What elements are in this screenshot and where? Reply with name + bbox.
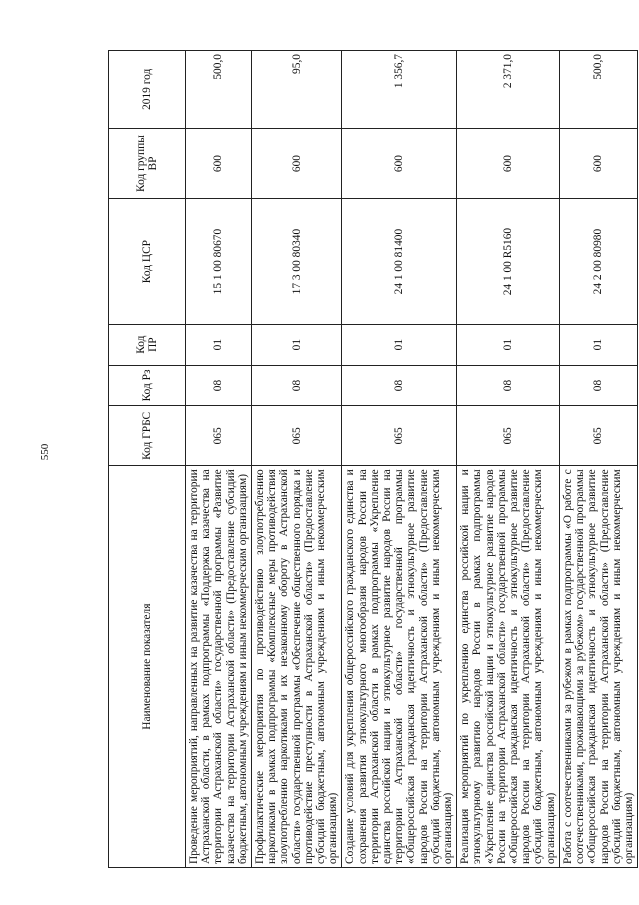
row-name: Создание условий для укрепления общероссийского гражданского единства и сохранения развития этнокультурного многообразия народов России на территории Астраханской области в рамках подпрограммы «Укрепление единства российской нации и этнокультурное развитие народов России на территории Астраханской области» государственной программы «Общероссийская гражданская идентичность и этнокультурное развитие народов России на территории Астраханской области» (Предоставление субсидий бюджетным, автономным учреждениям и иным некоммерческим организациям) <box>342 466 457 868</box>
row-name: Реализация мероприятий по укреплению единства российской нации и этнокультурному развитию народов России в рамках подпрограммы «Укрепление единства российской нации и этнокультурное развитие народов России на территории Астраханской области» государственной программы «Общероссийская гражданская идентичность и этнокультурное развитие народов России на территории Астраханской области» (Предоставление субсидий бюджетным, автономным учреждениям и иным некоммерческим организациям) <box>457 466 560 868</box>
table-row <box>252 51 342 868</box>
table-row <box>559 51 637 868</box>
row-pr: 01 <box>342 324 457 365</box>
row-pr: 01 <box>559 324 637 365</box>
table-row <box>457 51 560 868</box>
row-rz: 08 <box>457 365 560 406</box>
row-2019: 95,0 <box>252 51 342 129</box>
row-rz: 08 <box>342 365 457 406</box>
row-vr: 600 <box>186 128 252 199</box>
header-pr: Код ПР <box>109 324 186 365</box>
row-csr: 24 2 00 80980 <box>559 199 637 324</box>
row-grbs: 065 <box>186 406 252 466</box>
row-rz: 08 <box>186 365 252 406</box>
header-vr: Код группы ВР <box>109 128 186 199</box>
row-grbs: 065 <box>342 406 457 466</box>
header-grbs: Код ГРБС <box>109 406 186 466</box>
row-csr: 24 1 00 R5160 <box>457 199 560 324</box>
header-2019: 2019 год <box>109 51 186 129</box>
row-2019: 500,0 <box>186 51 252 129</box>
budget-table-rotated <box>108 50 635 868</box>
page-number: 550 <box>39 443 51 461</box>
row-grbs: 065 <box>559 406 637 466</box>
header-row <box>109 51 186 868</box>
row-rz: 08 <box>252 365 342 406</box>
row-vr: 600 <box>252 128 342 199</box>
row-csr: 15 1 00 80670 <box>186 199 252 324</box>
row-name: Проведение мероприятий, направленных на развитие казачества на территории Астраханской области, в рамках подпрограммы «Поддержка казачества на территории Астраханской области» государственной программы «Развитие казачества на территории Астраханской области» (Предоставление субсидий бюджетным, автономным учреждениям и иным некоммерческим организациям) <box>186 466 252 868</box>
row-2019: 2 371,0 <box>457 51 560 129</box>
row-name: Профилактические мероприятия по противодействию злоупотреблению наркотиками в рамках подпрограммы «Комплексные меры противодействия злоупотреблению наркотиками и их незаконному обороту в Астраханской области» государственной программы «Обеспечение общественного порядка и противодействие преступности в Астраханской области» (Предоставление субсидий бюджетным, автономным учреждениям и иным некоммерческим организациям) <box>252 466 342 868</box>
header-name: Наименование показателя <box>109 466 186 868</box>
table-row <box>186 51 252 868</box>
row-pr: 01 <box>186 324 252 365</box>
row-csr: 24 1 00 81400 <box>342 199 457 324</box>
row-rz: 08 <box>559 365 637 406</box>
row-vr: 600 <box>559 128 637 199</box>
budget-table <box>108 50 638 868</box>
row-vr: 600 <box>457 128 560 199</box>
table-row <box>342 51 457 868</box>
row-2019: 500,0 <box>559 51 637 129</box>
row-name: Работа с соотечественниками за рубежом в рамках подпрограммы «О работе с соотечественниками, проживающими за рубежом» государственной программы «Общероссийская гражданская идентичность и этнокультурное развитие народов России на территории Астраханской области» (Предоставление субсидий бюджетным, автономным учреждениям и иным некоммерческим организациям) <box>559 466 637 868</box>
row-2019: 1 356,7 <box>342 51 457 129</box>
row-pr: 01 <box>252 324 342 365</box>
row-pr: 01 <box>457 324 560 365</box>
row-vr: 600 <box>342 128 457 199</box>
row-csr: 17 3 00 80340 <box>252 199 342 324</box>
header-rz: Код Рз <box>109 365 186 406</box>
row-grbs: 065 <box>457 406 560 466</box>
header-csr: Код ЦСР <box>109 199 186 324</box>
row-grbs: 065 <box>252 406 342 466</box>
